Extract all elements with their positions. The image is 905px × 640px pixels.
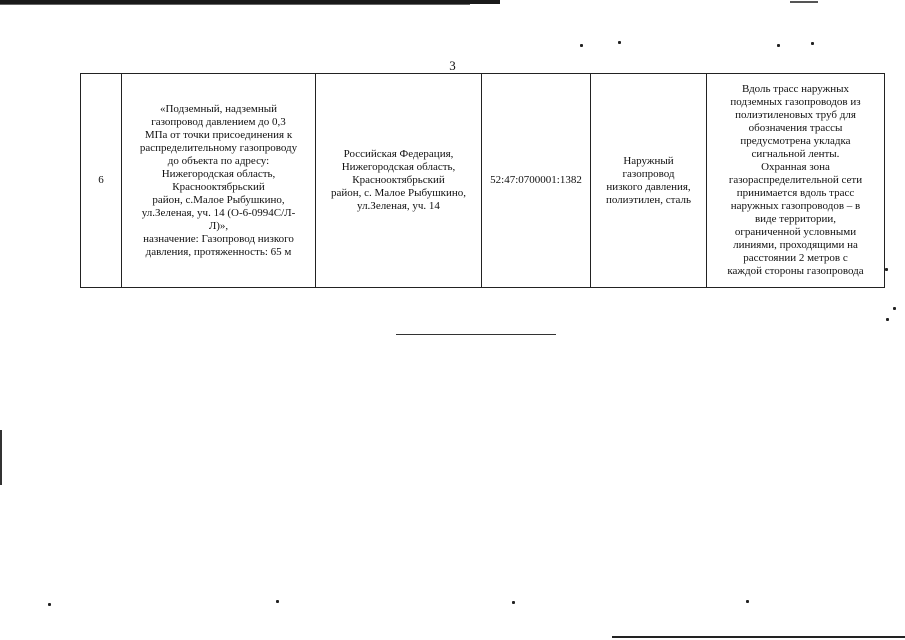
object-description-cell: «Подземный, надземный газопровод давлением до 0,3 МПа от точки присоединения к распределительному газопроводу до объекта по адресу: Нижегородская область, Краснооктябрьский район, с.Малое Рыбушкино, ул.Зеленая, уч. 14 (О-6-0994С/Л- Л)», назначение: Газопровод низкого давления, протяженность: 65 м bbox=[122, 74, 316, 288]
scan-speck bbox=[746, 600, 749, 603]
gas-pipeline-table bbox=[80, 73, 885, 288]
scan-artifact-top-right-dash bbox=[790, 1, 818, 3]
cadastral-number-cell: 52:47:0700001:1382 bbox=[482, 74, 591, 288]
table-row bbox=[81, 74, 885, 288]
scan-speck bbox=[580, 44, 583, 47]
scan-speck bbox=[512, 601, 515, 604]
separator-line bbox=[396, 334, 556, 335]
scan-speck bbox=[811, 42, 814, 45]
protection-zone-cell: Вдоль трасс наружных подземных газопроводов из полиэтиленовых труб для обозначения трассы предусмотрена укладка сигнальной ленты. Охранная зона газораспределительной сети принимается вдоль трасс наружных газопроводов – в виде территории, ограниченной условными линиями, проходящими на расстоянии 2 метров с каждой стороны газопровода bbox=[707, 74, 885, 288]
page-number: 3 bbox=[449, 58, 456, 73]
scan-speck bbox=[777, 44, 780, 47]
address-cell: Российская Федерация, Нижегородская область, Краснооктябрьский район, с. Малое Рыбушкино, ул.Зеленая, уч. 14 bbox=[316, 74, 482, 288]
row-index-cell: 6 bbox=[81, 74, 122, 288]
scan-speck bbox=[276, 600, 279, 603]
scan-speck bbox=[618, 41, 621, 44]
scan-speck bbox=[48, 603, 51, 606]
pipeline-type-cell: Наружный газопровод низкого давления, полиэтилен, сталь bbox=[591, 74, 707, 288]
scan-artifact-top-line bbox=[0, 4, 470, 5]
scan-speck bbox=[886, 318, 889, 321]
scan-artifact-left-edge bbox=[0, 430, 2, 485]
scan-speck bbox=[893, 307, 896, 310]
scan-speck bbox=[885, 268, 888, 271]
scan-artifact-bottom-line bbox=[612, 636, 905, 638]
